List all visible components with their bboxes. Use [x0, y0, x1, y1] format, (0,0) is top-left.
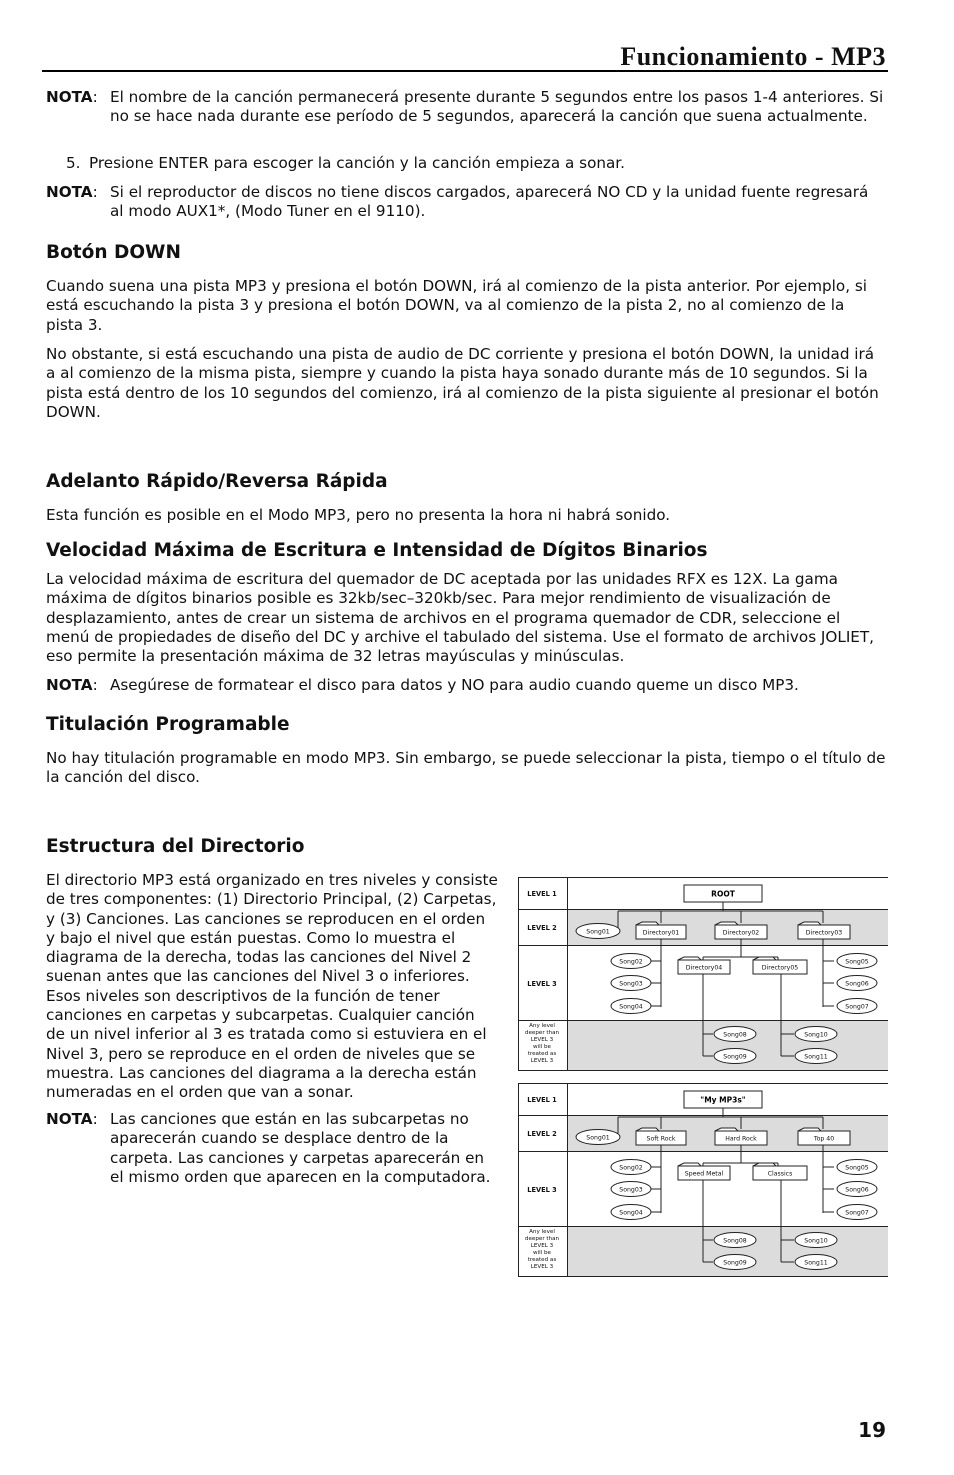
- directory-diagram-1: [518, 877, 888, 1071]
- song-label: Song09: [723, 1259, 747, 1267]
- song-label: Song05: [845, 958, 869, 966]
- level-2-label: LEVEL 2: [527, 1130, 557, 1138]
- song-label: Song10: [804, 1237, 828, 1245]
- paragraph: No hay titulación programable en modo MP3. Sin embargo, se puede seleccionar la pista, tiempo o el título de la canción del disco.: [46, 749, 886, 787]
- folder-label: Classics: [767, 1170, 793, 1178]
- step-number: 5.: [66, 154, 81, 172]
- folder-label: Directory05: [761, 964, 799, 972]
- deeper-note: treated as: [527, 1257, 557, 1263]
- level-3-label: LEVEL 3: [527, 1186, 557, 1194]
- nota-label: NOTA: [46, 88, 93, 106]
- diagram-svg: [518, 1083, 888, 1277]
- nota-text: Asegúrese de formatear el disco para datos y NO para audio cuando queme un disco MP3.: [110, 676, 799, 694]
- level-1-label: LEVEL 1: [527, 1096, 557, 1104]
- deeper-note: Any level: [529, 1023, 555, 1029]
- deeper-note: treated as: [527, 1051, 557, 1057]
- page-title: Funcionamiento - MP3: [620, 42, 886, 71]
- page-number: 19: [858, 1418, 886, 1442]
- song-label: Song03: [619, 1186, 643, 1194]
- song-label: Song08: [723, 1237, 747, 1245]
- deeper-note: LEVEL 3: [530, 1243, 554, 1249]
- nota-label: NOTA: [46, 183, 93, 201]
- song-label: Song04: [619, 1003, 643, 1011]
- level-2-label: LEVEL 2: [527, 924, 557, 932]
- level-3-label: LEVEL 3: [527, 980, 557, 988]
- song-label: Song04: [619, 1209, 643, 1217]
- step-text: Presione ENTER para escoger la canción y la canción empieza a sonar.: [89, 154, 625, 172]
- deeper-note: will be: [532, 1250, 552, 1256]
- deeper-note: Any level: [529, 1229, 555, 1235]
- nota-3: NOTA: Asegúrese de formatear el disco para datos y NO para audio cuando queme un disco MP3.: [46, 676, 886, 695]
- deeper-note: LEVEL 3: [530, 1264, 554, 1270]
- folder-label: Directory01: [642, 929, 680, 937]
- root-label: ROOT: [711, 889, 735, 899]
- song-label: Song11: [804, 1053, 828, 1061]
- deeper-note: deeper than: [524, 1030, 560, 1036]
- root-label: "My MP3s": [700, 1095, 746, 1105]
- song-label: Song06: [845, 980, 869, 988]
- header-rule: [42, 70, 888, 72]
- directory-diagram-2: [518, 1083, 888, 1277]
- song-label: Song08: [723, 1031, 747, 1039]
- paragraph: No obstante, si está escuchando una pista de audio de DC corriente y presiona el botón DOWN, la unidad irá a al comienzo de la misma pista, siempre y cuando la pista haya sonado durante más de 10 segundos. Si la pista está dentro de los 10 segundos del comienzo, irá al comienzo de la pista siguiente al presionar el botón DOWN.: [46, 345, 879, 421]
- deeper-note: LEVEL 3: [530, 1058, 554, 1064]
- song-label: Song03: [619, 980, 643, 988]
- song-label: Song06: [845, 1186, 869, 1194]
- nota-text: Si el reproductor de discos no tiene discos cargados, aparecerá NO CD y la unidad fuente regresará al modo AUX1*, (Modo Tuner en el 9110).: [110, 183, 869, 221]
- folder-label: Speed Metal: [684, 1170, 724, 1178]
- heading-velocidad: Velocidad Máxima de Escritura e Intensidad de Dígitos Binarios: [46, 540, 708, 561]
- nota-2: NOTA: Si el reproductor de discos no tiene discos cargados, aparecerá NO CD y la unidad fuente regresará al modo AUX1*, (Modo Tuner en el 9110).: [46, 183, 886, 222]
- song-label: Song07: [845, 1209, 869, 1217]
- nota-4: NOTA: Las canciones que están en las subcarpetas no aparecerán cuando se desplace dentro de la carpeta. Las canciones y carpetas aparecerán en el mismo orden que aparecen en la computadora.: [46, 1110, 498, 1187]
- folder-label: Directory02: [722, 929, 760, 937]
- nota-text: Las canciones que están en las subcarpetas no aparecerán cuando se desplace dentro de la carpeta. Las canciones y carpetas aparecerán en el mismo orden que aparecen en la computadora.: [110, 1110, 491, 1186]
- nota-label: NOTA: [46, 1110, 93, 1128]
- deeper-note: deeper than: [524, 1236, 560, 1242]
- deeper-note: will be: [532, 1044, 552, 1050]
- song-label: Song07: [845, 1003, 869, 1011]
- nota-text: El nombre de la canción permanecerá presente durante 5 segundos entre los pasos 1-4 anteriores. Si no se hace nada durante ese período de 5 segundos, aparecerá la canción que suena actualmente.: [110, 88, 884, 126]
- heading-adelanto: Adelanto Rápido/Reversa Rápida: [46, 471, 388, 492]
- folder-label: Directory03: [805, 929, 843, 937]
- paragraph: Esta función es posible en el Modo MP3, pero no presenta la hora ni habrá sonido.: [46, 506, 671, 524]
- paragraph: Cuando suena una pista MP3 y presiona el botón DOWN, irá al comienzo de la pista anterior. Por ejemplo, si está escuchando la pista 3 y presiona el botón DOWN, va al comienzo de la pista 2, no al comienzo de la pista 3.: [46, 277, 867, 334]
- nota-label: NOTA: [46, 676, 93, 694]
- folder-label: Top 40: [813, 1135, 835, 1143]
- heading-estructura: Estructura del Directorio: [46, 836, 305, 857]
- song-label: Song10: [804, 1031, 828, 1039]
- deeper-note: LEVEL 3: [530, 1037, 554, 1043]
- paragraph: La velocidad máxima de escritura del quemador de DC aceptada por las unidades RFX es 12X. La gama máxima de dígitos binarios posible es 32kb/sec–320kb/sec. Para mejor rendimiento de visualización de desplazamiento, antes de crear un sistema de archivos en el programa quemador de CDR, seleccione el menú de propiedades de diseño del DC y archive el tabulado del sistema. Use el formato de archivos JOLIET, eso permite la presentación máxima de 32 letras mayúsculas y minúsculas.: [46, 570, 875, 666]
- song-label: Song02: [619, 1164, 643, 1172]
- nota-1: NOTA: El nombre de la canción permanecerá presente durante 5 segundos entre los pasos 1-4 anteriores. Si no se hace nada durante ese período de 5 segundos, aparecerá la canción que suena actualmente.: [46, 88, 886, 127]
- folder-label: Hard Rock: [725, 1135, 757, 1143]
- folder-label: Soft Rock: [646, 1135, 676, 1143]
- step-5: [66, 154, 886, 173]
- folder-label: Directory04: [685, 964, 723, 972]
- heading-titulacion: Titulación Programable: [46, 714, 290, 735]
- song-label: Song11: [804, 1259, 828, 1267]
- song-label: Song09: [723, 1053, 747, 1061]
- song-label: Song02: [619, 958, 643, 966]
- song-label: Song01: [586, 1134, 610, 1142]
- level-1-label: LEVEL 1: [527, 890, 557, 898]
- song-label: Song05: [845, 1164, 869, 1172]
- paragraph: El directorio MP3 está organizado en tres niveles y consiste de tres componentes: (1) Directorio Principal, (2) Carpetas, y (3) Canciones. Las canciones se reproducen en el orden y bajo el nivel que están puestas. Como lo muestra el diagrama de la derecha, todas las canciones del Nivel 2 suenan antes que las canciones del Nivel 3 o inferiores. Esos niveles son descriptivos de la función de tener canciones en carpetas y subcarpetas. Cualquier canción de un nivel inferior al 3 es tratada como si estuviera en el Nivel 3, pero se reproduce en el orden de niveles que se muestra. Las canciones del diagrama a la derecha están numeradas en el orden que van a sonar.: [46, 871, 498, 1102]
- heading-boton-down: Botón DOWN: [46, 242, 181, 263]
- diagram-svg: [518, 877, 888, 1071]
- song-label: Song01: [586, 928, 610, 936]
